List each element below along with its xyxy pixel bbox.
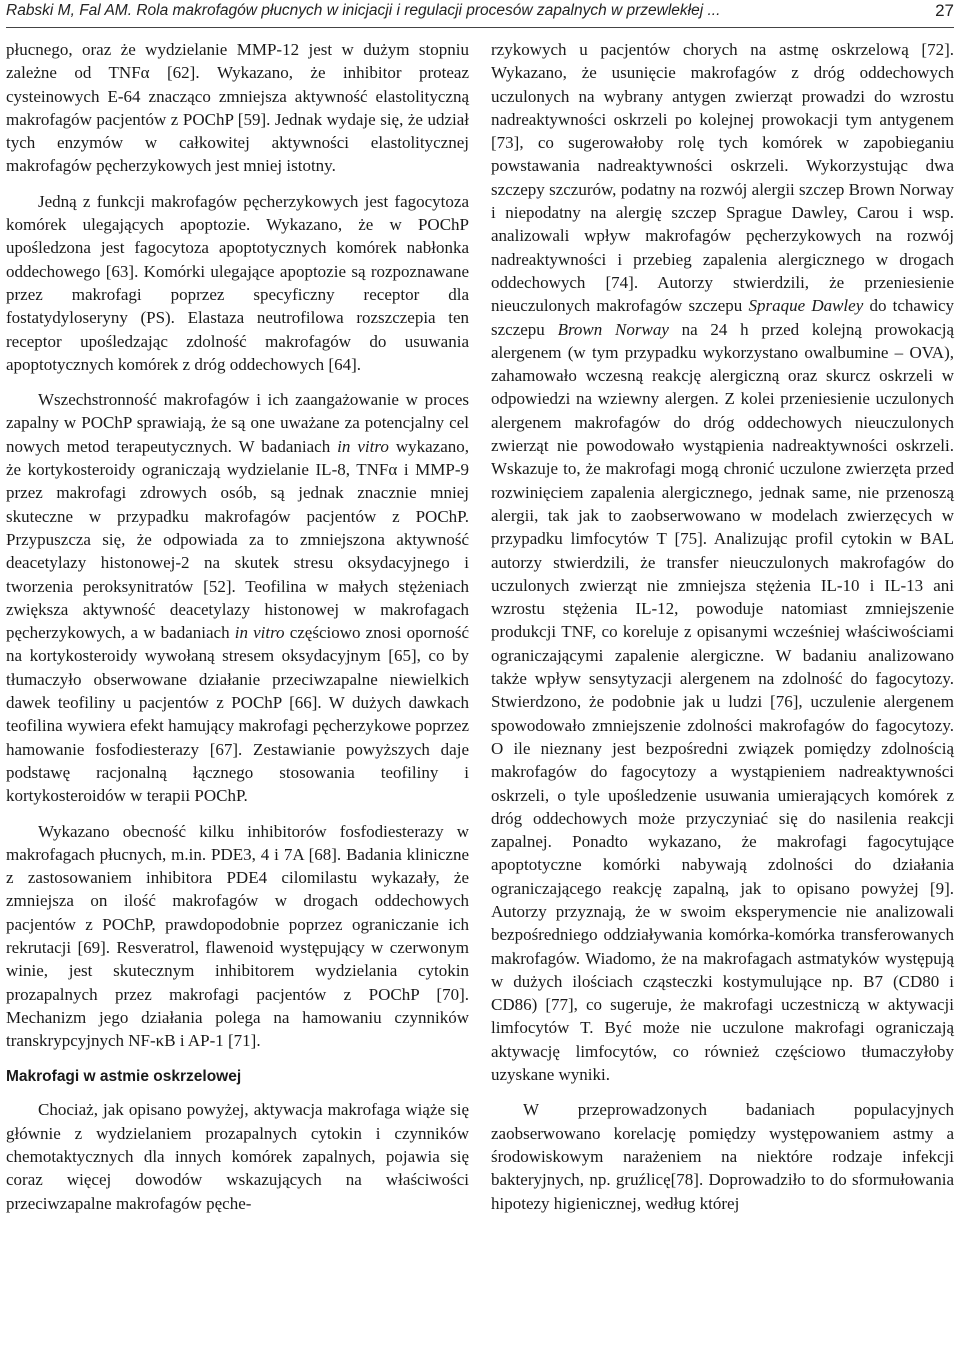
left-column (6, 38, 469, 1215)
text-run: do tchawicy szczepu (491, 296, 955, 339)
text-run: rzykowych u pacjentów chorych na astmę oskrzelową [72]. Wykazano, że usunięcie makrofagów z dróg oddechowych uczulonych na wybrany antygen zwierząt prowadzi do wzrostu nadreaktywności oskrzeli po kolejnej prowokacji tym antygenem [73], co sugerowałoby rolę tych komórek w zapobieganiu powstawania nadreaktywności oskrzeli. Wykorzystując dwa szczepy szczurów, podatny na rozwój alergii szczep Brown Norway i niepodatny na alergię szczep Sprague Dawley, Carou i wsp. analizowali wpływ makrofagów pęcherzykowych na rozwój nadreaktywności i przebieg zapalenia alergicznego w drogach oddechowych [74]. Autorzy stwierdzili, że przeniesienie nieuczulonych makrofagów szczepu (491, 40, 954, 316)
section-heading: Makrofagi w astmie oskrzelowej (6, 1068, 242, 1086)
italic-term: Brown Norway (557, 319, 669, 339)
header-rule (6, 27, 954, 28)
italic-term: in vitro (234, 623, 285, 643)
paragraph (491, 38, 954, 1086)
paragraph: W przeprowadzonych badaniach populacyjnych zaobserwowano korelację pomiędzy występowaniem astmy a środowiskowym narażeniem na niektóre rodzaje infekcji bakteryjnych, np. gruźlicę[78]. Doprowadziło to do sformułowania hipotezy higienicznej, według której (491, 1100, 954, 1213)
running-header (6, 0, 954, 22)
paragraph: Jedną z funkcji makrofagów pęcherzykowych jest fagocytoza komórek ulegających apoptozie. Wykazano, że w POChP upośledzona jest fagocytoza apoptotycznych komórek nabłonka oddechowego [63]. Komórki ulegające apoptozie są rozpoznawane przez makrofagi poprzez specyficzny receptor dla fostatydyloseryny (PS). Elastaza neutrofilowa rozszczepia ten receptor upośledzając zdolność makrofagów do usuwania apoptotycznych komórek z dróg oddechowych [64]. (6, 191, 469, 374)
text-run: Wszechstronność makrofagów i ich zaangażowanie w proces zapalny w POChP sprawiają, że są one uważane za potencjalny cel nowych metod terapeutycznych. W badaniach (6, 390, 469, 456)
running-title: Rabski M, Fal AM. Rola makrofagów płucnych w inicjacji i regulacji procesów zapalnych w przewlekłej ... (6, 2, 721, 19)
right-column (491, 38, 954, 1215)
italic-term: Spraque Dawley (748, 296, 864, 316)
paragraph (6, 388, 469, 807)
italic-term: in vitro (337, 436, 389, 456)
page-number: 27 (935, 1, 954, 20)
paragraph: płucnego, oraz że wydzielanie MMP-12 jest w dużym stopniu zależne od TNFα [62]. Wykazano, że inhibitor proteaz cysteinowych E-64 znacząco zmniejsza aktywność elastolityczną makrofagów pacjentów z POChP [59]. Jednak wydaje się, że udział tych enzymów w całkowitej aktywności elastolitycznej makrofagów pęcherzykowych jest mniej istotny. (6, 40, 469, 176)
text-run: na 24 h przed kolejną prowokacją alergenem (w tym przypadku wykorzystano owalbumine – OVA), zahamowało wczesną reakcję alergiczną oraz skurcz oskrzeli w odpowiedzi na wziewny alergen. Z kolei przeniesienie uczulonych alergenem makrofagów do dróg oddechowych nieuczulonych zwierząt nie powodowało wystąpienia nadreaktywności oskrzeli. Wskazuje to, że makrofagi mogą chronić uczulone zwierzęta przed rozwinięciem zapalenia alergicznego, jednak same, nie przenoszą alergii, tak jak to zaobserwowano w modelach zwierzęcych w przypadku limfocytów T [75]. Analizując profil cytokin w BAL autorzy stwierdzili, że transfer nieuczulonych makrofagów do uczulonych zwierząt nie zmniejsza stężenia IL-10 i IL-13 ani wzrostu stężenia IL-12, powoduje natomiast zmniejszenie produkcji TNF, co koreluje z opisanymi wcześniej właściwościami ograniczającymi zapalenie alergiczne. W badaniu analizowano także wpływ sensytyzacji alergenem na zdolność do fagocytozy. Stwierdzono, że podobnie jak u ludzi [76], uczulenie alergenem spowodowało zmniejszenie zdolności makrofagów do fagocytozy. O ile nieznany jest bezpośredni związek pomiędzy zdolnością makrofagów do fagocytozy a wystąpieniem nadreaktywności oskrzeli, o tyle upośledzenie usuwania umierających komórek z dróg oddechowych może przyczyniać się do nasilenia reakcji zapalnej. Ponadto wykazano, że makrofagi fagocytujące apoptotyczne komórki nabywają zdolności do działania ograniczającego reakcję zapalną, jak to opisano powyżej [9]. Autorzy przyznają, że w swoim eksperymencie nie analizowali bezpośredniego oddziaływania komórka-komórka transferowanych makrofagów. Wiadomo, że na makrofagach astmatyków występują w dużych ilościach cząsteczki kostymulujące np. B7 (CD80 i CD86) [77], co sugeruje, że makrofagi uczestniczą w aktywacji limfocytów T. Być może nie uczulone makrofagi ograniczają aktywację limfocytów, co również częściowo tłumaczyłoby uzyskane wyniki. (491, 319, 954, 1085)
text-run: częściowo znosi oporność na kortykosteroidy wywołaną stresem oksydacyjnym [65], co by tłumaczyło obserwowane działanie przeciwzapalne niewielkich dawek teofiliny u pacjentów z POChP [66]. W dużych dawkach teofilina wywiera efekt hamujący makrofagi pęcherzykowe poprzez hamowanie fosfodiesterazy [67]. Zestawianie powyższych daje podstawę racjonalną łącznego stosowania teofiliny i kortykosteroidów w terapii POChP. (6, 623, 469, 806)
paragraph: Chociaż, jak opisano powyżej, aktywacja makrofaga wiąże się głównie z wydzielaniem prozapalnych cytokin i czynników chemotaktycznych dla innych komórek zapalnych, pojawia się coraz więcej dowodów wskazujących na właściwości przeciwzapalne makrofagów pęche- (6, 1100, 469, 1213)
text-run: wykazano, że kortykosteroidy ograniczają wydzielanie IL-8, TNFα i MMP-9 przez makrofagi zdrowych osób, są jednak znacznie mniej skuteczne w przypadku makrofagów pacjentów z POChP. Przypuszcza się, że odpowiada za to zmniejszona aktywność deacetylazy histonowej-2 na skutek stresu oksydacyjnego i tworzenia peroksynitratów [52]. Teofilina w małych stężeniach zwiększa aktywność deacetylazy histonowej w makrofagach pęcherzykowych, a w badaniach (6, 436, 470, 643)
paragraph: Wykazano obecność kilku inhibitorów fosfodiesterazy w makrofagach płucnych, m.in. PDE3, 4 i 7A [68]. Badania kliniczne z zastosowaniem inhibitora PDE4 cilomilastu wykazały, że zmniejsza on ilość makrofagów w drogach oddechowych pacjentów z POChP, prawdopodobnie poprzez ograniczanie ich rekrutacji [69]. Resveratrol, flawenoid występujący w czerwonym winie, jest skutecznym inhibitorem wydzielania cytokin prozapalnych przez makrofagi pacjentów z POChP [70]. Mechanizm jego działania polega na hamowaniu czynników transkrypcyjnych NF-κB i AP-1 [71]. (6, 821, 469, 1051)
